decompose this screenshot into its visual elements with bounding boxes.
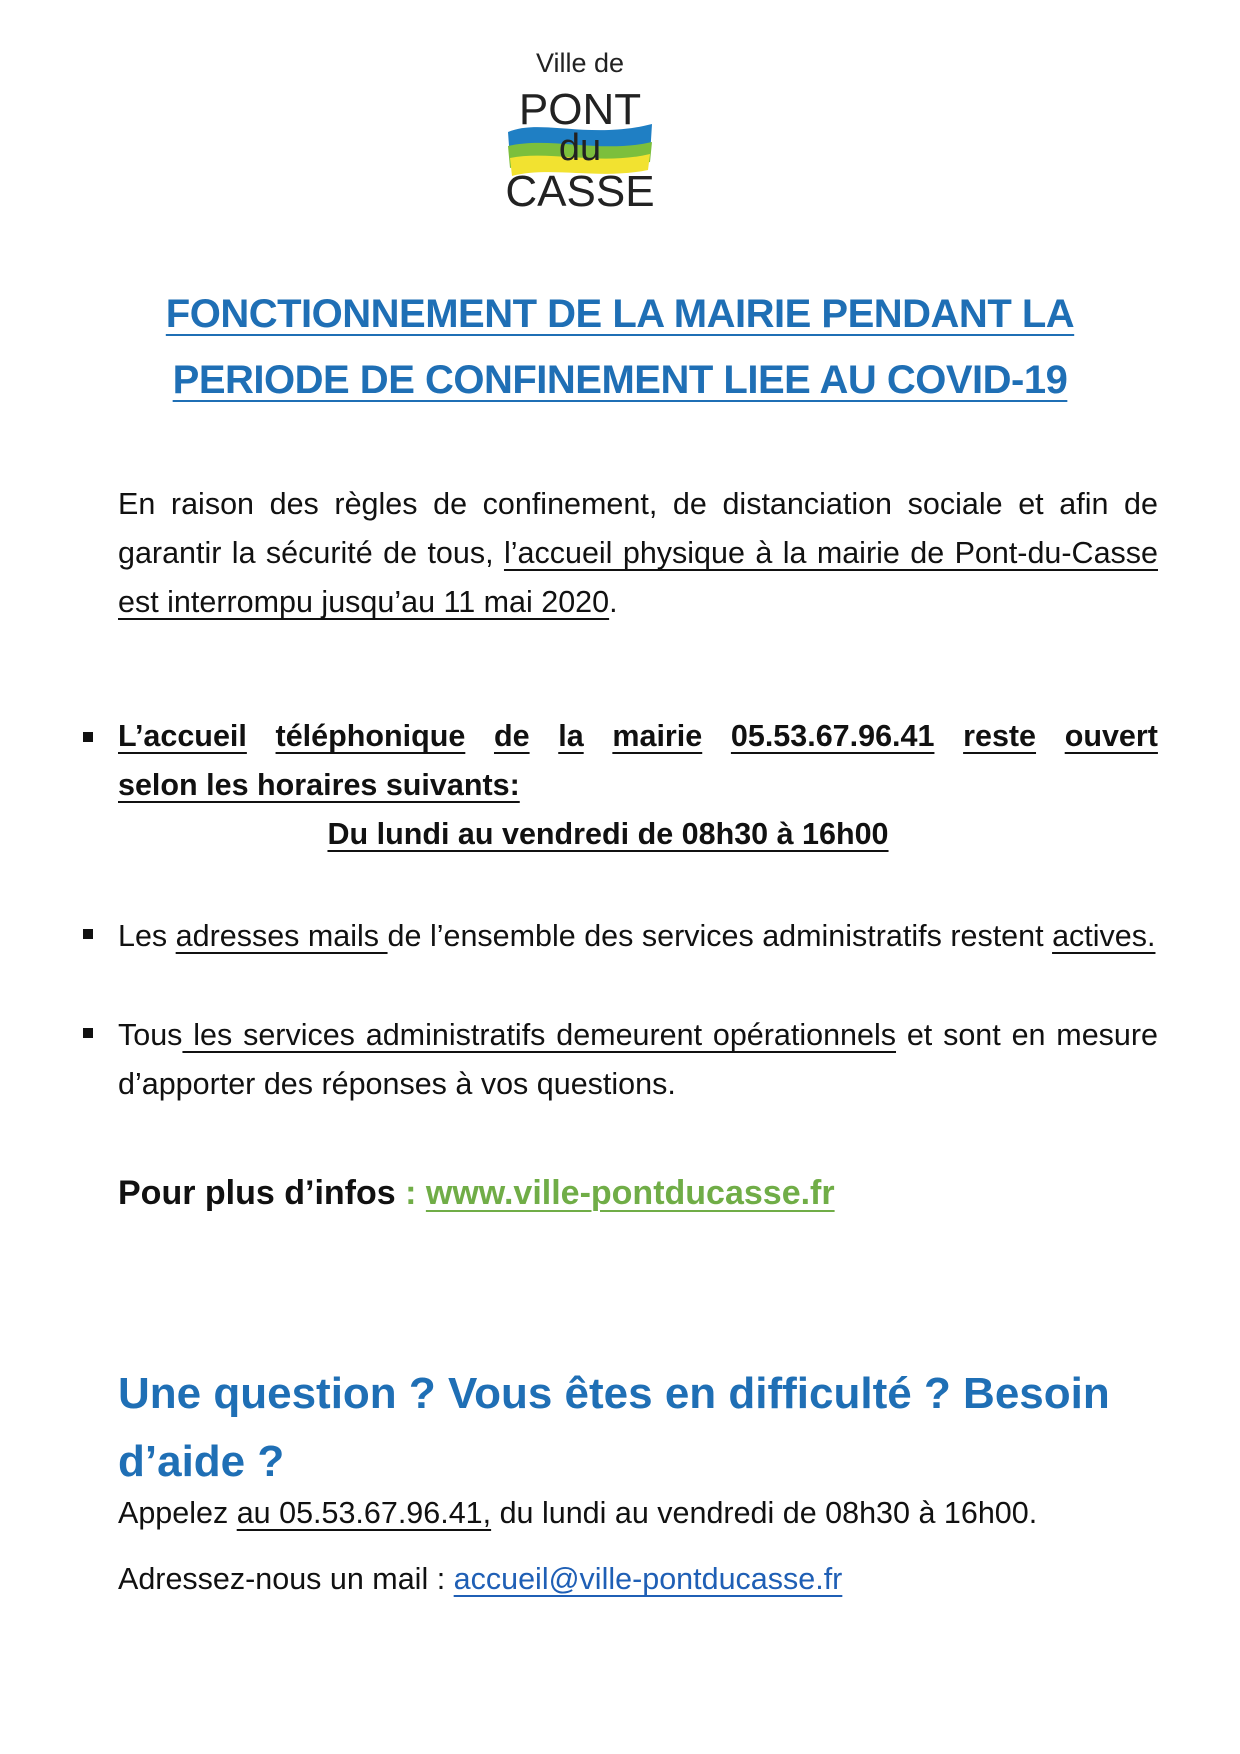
opening-hours-text: Du lundi au vendredi de 08h30 à 16h00	[327, 817, 889, 851]
intro-paragraph	[118, 480, 1158, 627]
bullet-marker	[83, 732, 93, 742]
emails-underlined-end: actives.	[1052, 919, 1156, 953]
title-line1: FONCTIONNEMENT DE LA MAIRIE PENDANT LA	[165, 292, 1075, 336]
call-hours-text: du lundi au vendredi de 08h30 à 16h00.	[491, 1496, 1038, 1530]
website-link[interactable]: www.ville-pontducasse.fr	[425, 1174, 835, 1212]
mail-line	[118, 1562, 842, 1597]
more-info-colon: :	[395, 1174, 426, 1212]
call-text: Appelez	[118, 1496, 237, 1530]
more-info	[118, 1174, 835, 1213]
help-heading: Une question ? Vous êtes en difficulté ? Besoin d’aide ?	[118, 1369, 1110, 1486]
logo-line2: PONT	[518, 85, 642, 134]
email-link[interactable]: accueil@ville-pontducasse.fr	[453, 1562, 843, 1596]
logo-line1: Ville de	[535, 50, 625, 78]
intro-period: .	[609, 585, 618, 619]
call-phone-number: au 05.53.67.96.41,	[236, 1496, 492, 1530]
more-info-label: Pour plus d’infos	[118, 1174, 396, 1212]
emails-text-rest: de l’ensemble des services administratifs restent	[387, 919, 1053, 953]
phone-bullet	[118, 712, 1158, 859]
services-text-rest: et sont en mesure d’apporter des réponses à vos questions.	[118, 1018, 1159, 1101]
intro-underlined-text: l’accueil physique à la mairie de Pont-du-Casse est interrompu jusqu’au 11 mai 2020	[118, 536, 1158, 619]
emails-text: Les	[118, 919, 176, 953]
mail-label: Adressez-nous un mail :	[118, 1562, 454, 1596]
services-text: Tous	[118, 1018, 183, 1052]
phone-line2	[118, 761, 1158, 810]
bullet-marker	[83, 1028, 93, 1038]
town-logo	[500, 50, 660, 220]
opening-hours	[118, 810, 1098, 859]
title-line2: PERIODE DE CONFINEMENT LIEE AU COVID-19	[172, 358, 1068, 402]
phone-number: 05.53.67.96.41	[730, 719, 935, 753]
intro-text: En raison des règles de confinement, de distanciation sociale et afin de garantir la sécurité de tous,	[118, 487, 1158, 570]
logo-line4: CASSE	[505, 167, 655, 216]
phone-line2-text: selon les horaires suivants:	[118, 768, 520, 802]
emails-bullet	[118, 912, 1158, 961]
phone-word: de	[493, 719, 530, 753]
logo-line3: du	[558, 127, 602, 169]
phone-line1	[118, 712, 1158, 761]
phone-word: la	[558, 719, 584, 753]
emails-underlined-text: adresses mails	[175, 919, 388, 953]
phone-word: reste	[963, 719, 1037, 753]
services-underlined-text: les services administratifs demeurent opérationnels	[182, 1018, 897, 1052]
services-bullet	[118, 1011, 1158, 1109]
phone-word: téléphonique	[275, 719, 466, 753]
call-line	[118, 1496, 1037, 1531]
bullet-marker	[83, 929, 93, 939]
phone-word: L’accueil	[118, 719, 247, 753]
phone-word: ouvert	[1064, 719, 1158, 753]
phone-word: mairie	[612, 719, 703, 753]
